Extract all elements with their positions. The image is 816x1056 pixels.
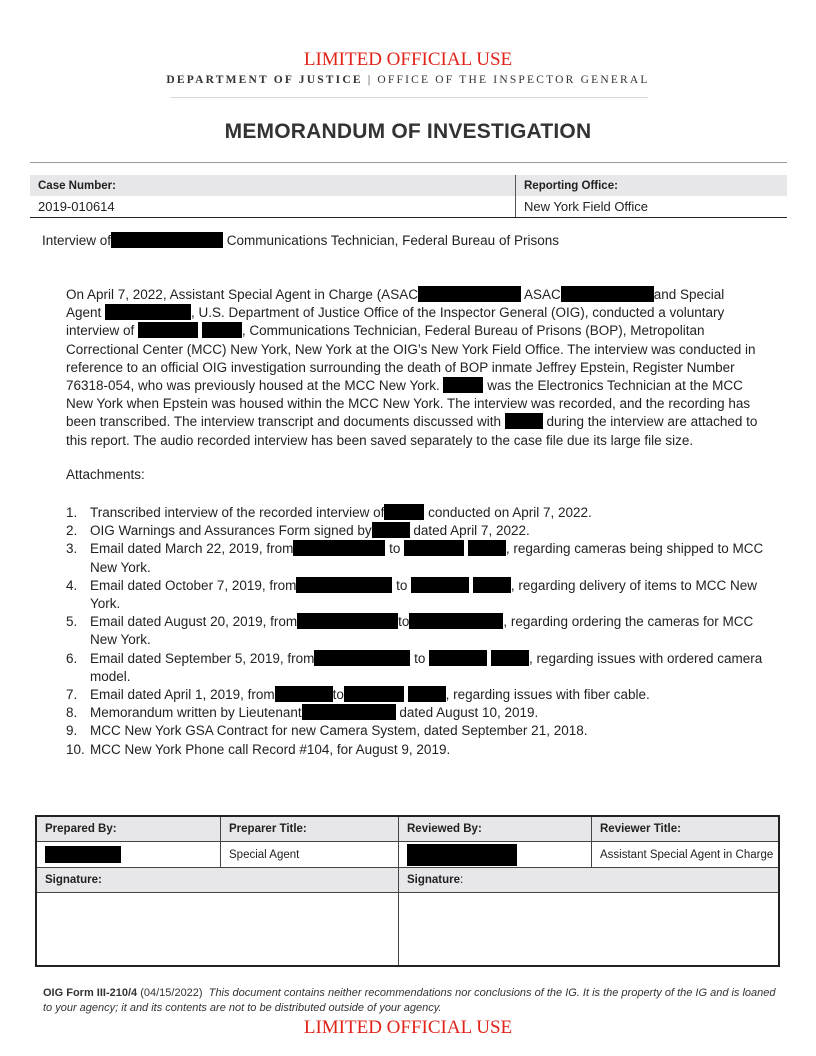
redaction-block bbox=[384, 504, 424, 520]
preparer-title-value: Special Agent bbox=[221, 842, 399, 868]
redaction-block bbox=[418, 286, 521, 302]
item-text: , regarding cameras being shipped to MCC New York. bbox=[90, 541, 764, 575]
preparer-signature-label: Signature: bbox=[36, 868, 399, 893]
redaction-block bbox=[429, 650, 487, 666]
redaction-block bbox=[505, 413, 543, 429]
classification-marking-top: LIMITED OFFICIAL USE bbox=[303, 49, 513, 70]
item-text: , regarding issues with fiber cable. bbox=[445, 687, 650, 703]
reviewer-name-cell bbox=[399, 842, 592, 868]
form-date: (04/15/2022) bbox=[140, 987, 203, 999]
list-item bbox=[66, 650, 766, 686]
item-text: Email dated April 1, 2019, from bbox=[90, 687, 275, 703]
narrative-text: during the interview are attached to this report. The audio recorded interview has been saved separately to the case file due its large file size. bbox=[66, 414, 758, 448]
signature-label-text: Signature bbox=[407, 874, 461, 886]
reviewer-title-value: Assistant Special Agent in Charge bbox=[592, 842, 780, 868]
reviewer-title-label: Reviewer Title: bbox=[592, 816, 780, 842]
agency-line bbox=[0, 74, 816, 86]
redaction-block bbox=[297, 613, 398, 629]
list-item bbox=[66, 540, 766, 576]
signature-colon: : bbox=[460, 874, 464, 886]
signature-table bbox=[35, 815, 780, 967]
item-number: 5. bbox=[66, 614, 78, 630]
list-item bbox=[66, 722, 766, 740]
header-divider bbox=[170, 97, 648, 98]
item-number: 4. bbox=[66, 577, 78, 593]
list-item bbox=[66, 504, 766, 522]
redaction-block bbox=[296, 577, 392, 593]
redaction-block bbox=[275, 686, 333, 702]
preparer-title-label: Preparer Title: bbox=[221, 816, 399, 842]
footer-disclaimer: This document contains neither recommendations nor conclusions of the IG. It is the property of the IG and is loaned to your agency; it and its contents are not to be distributed outside of your agency. bbox=[43, 987, 776, 1014]
redaction-block bbox=[372, 522, 410, 538]
item-text: to bbox=[398, 614, 410, 630]
form-id: OIG Form III-210/4 bbox=[43, 987, 138, 999]
narrative-text: ASAC bbox=[523, 287, 561, 302]
item-text: MCC New York Phone call Record #104, for August 9, 2019. bbox=[90, 741, 451, 757]
list-item bbox=[66, 741, 766, 759]
subject-line bbox=[42, 232, 559, 248]
item-text: to bbox=[389, 541, 401, 557]
redaction-block bbox=[344, 686, 404, 702]
narrative-text: was the Electronics Technician at the MCC New York when Epstein was housed within the MCC New York. The interview was recorded, and the recording has been transcribed. The interview transcript and documents discussed with bbox=[66, 378, 751, 430]
redaction-block bbox=[202, 322, 242, 338]
subject-suffix: Communications Technician, Federal Bureau of Prisons bbox=[226, 233, 559, 248]
reviewed-by-label: Reviewed By: bbox=[399, 816, 592, 842]
item-text: , regarding issues with ordered camera model. bbox=[90, 650, 763, 684]
redaction-block bbox=[411, 577, 469, 593]
redaction-block bbox=[473, 577, 511, 593]
item-text: OIG Warnings and Assurances Form signed by bbox=[90, 523, 372, 539]
item-text: dated April 7, 2022. bbox=[413, 523, 530, 539]
list-item bbox=[66, 522, 766, 540]
redaction-block bbox=[138, 322, 198, 338]
item-text: conducted on April 7, 2022. bbox=[428, 505, 592, 520]
item-number: 10. bbox=[66, 741, 85, 757]
item-number: 7. bbox=[66, 687, 78, 703]
redaction-block bbox=[105, 304, 191, 320]
reviewer-signature-box bbox=[399, 893, 780, 967]
list-item bbox=[66, 686, 766, 704]
footer-note bbox=[43, 986, 783, 1016]
preparer-signature-box bbox=[36, 893, 399, 967]
item-text: , regarding delivery of items to MCC New York. bbox=[90, 577, 758, 612]
classification-marking-bottom: LIMITED OFFICIAL USE bbox=[303, 1017, 513, 1038]
redaction-block bbox=[314, 650, 410, 666]
agency-name: DEPARTMENT OF JUSTICE bbox=[166, 74, 363, 86]
preparer-name-cell bbox=[36, 842, 221, 868]
item-text: Email dated August 20, 2019, from bbox=[90, 614, 298, 630]
redaction-block bbox=[468, 540, 506, 556]
title-divider bbox=[30, 162, 787, 163]
narrative-text: On April 7, 2022, Assistant Special Agent in Charge (ASAC bbox=[66, 287, 418, 302]
list-item bbox=[66, 704, 766, 722]
reviewer-signature-label bbox=[399, 868, 780, 893]
list-item bbox=[66, 577, 766, 613]
redaction-block bbox=[407, 844, 517, 866]
item-number: 3. bbox=[66, 541, 78, 557]
redaction-block bbox=[409, 613, 503, 629]
item-text: to bbox=[332, 687, 344, 703]
item-text: dated August 10, 2019. bbox=[399, 705, 539, 721]
redaction-block bbox=[408, 686, 446, 702]
attachments-list bbox=[66, 504, 766, 759]
item-text: MCC New York GSA Contract for new Camera System, dated September 21, 2018. bbox=[90, 723, 588, 739]
case-number-label: Case Number: bbox=[30, 175, 516, 196]
item-text: to bbox=[396, 577, 408, 593]
case-number-value: 2019-010614 bbox=[30, 196, 516, 218]
item-number: 6. bbox=[66, 650, 78, 666]
narrative-text: , Communications Technician, Federal Bureau of Prisons (BOP), Metropolitan Correctional Center (MCC) New York, New York at the OIG’s New York Field Office. The interview was conducted in reference to an official OIG investigation surrounding the death of BOP inmate Jeffrey Epstein, Register Number 76318-054, who was previously housed at the MCC New York. bbox=[66, 323, 756, 394]
redaction-block bbox=[443, 377, 483, 393]
reporting-office-value: New York Field Office bbox=[516, 196, 788, 218]
item-text: Memorandum written by Lieutenant bbox=[90, 705, 302, 721]
redaction-block bbox=[404, 540, 464, 556]
item-number: 8. bbox=[66, 705, 78, 721]
redaction-block bbox=[491, 650, 529, 666]
item-text: Email dated October 7, 2019, from bbox=[90, 577, 297, 593]
redaction-block bbox=[293, 540, 385, 556]
item-text: Transcribed interview of the recorded interview of bbox=[90, 505, 385, 520]
agency-separator: | bbox=[367, 74, 373, 86]
reporting-office-label: Reporting Office: bbox=[516, 175, 788, 196]
list-item bbox=[66, 613, 766, 649]
attachments-heading: Attachments: bbox=[66, 467, 145, 482]
narrative-text: , U.S. Department of Justice Office of the Inspector General (OIG), conducted a voluntary interview of bbox=[66, 305, 725, 339]
item-number: 9. bbox=[66, 723, 78, 739]
narrative-text: and Special Agent bbox=[66, 287, 725, 321]
item-text: Email dated September 5, 2019, from bbox=[90, 650, 315, 666]
item-text: to bbox=[414, 650, 426, 666]
redaction-block bbox=[111, 232, 223, 248]
subject-prefix: Interview of bbox=[42, 233, 112, 248]
item-number: 1. bbox=[66, 505, 78, 520]
redaction-block bbox=[302, 704, 396, 720]
item-number: 2. bbox=[66, 523, 78, 539]
item-text: , regarding ordering the cameras for MCC New York. bbox=[90, 614, 754, 648]
case-info-table bbox=[30, 175, 787, 218]
prepared-by-label: Prepared By: bbox=[36, 816, 221, 842]
redaction-block bbox=[561, 286, 654, 302]
item-text: Email dated March 22, 2019, from bbox=[90, 541, 294, 557]
office-name: OFFICE OF THE INSPECTOR GENERAL bbox=[377, 74, 650, 86]
memo-title: MEMORANDUM OF INVESTIGATION bbox=[224, 120, 592, 143]
redaction-block bbox=[45, 846, 121, 863]
narrative-paragraph bbox=[66, 286, 760, 450]
